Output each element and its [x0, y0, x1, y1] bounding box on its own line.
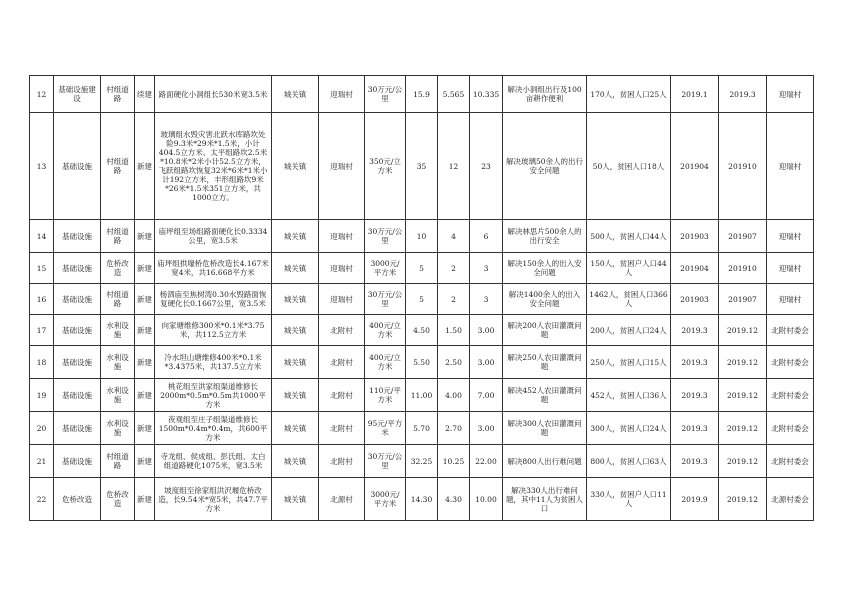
beneficiary-cell: 1462人，贫困人口366人: [587, 284, 671, 315]
beneficiary-cell: 300人，贫困人口24人: [587, 412, 671, 445]
project-subcategory: 危桥改造: [101, 478, 135, 521]
responsible-unit-cell: 北附村委会: [767, 379, 814, 412]
unit-price-cell: 30万元/公里: [365, 284, 406, 315]
construction-type: 新建: [135, 220, 155, 253]
end-date-cell: 2019.12: [719, 315, 767, 346]
benefit-description-cell: 解决小洞组出行及100亩耕作便利: [503, 76, 587, 113]
total-investment-cell: 14.30: [406, 478, 438, 521]
fund-source-1-cell: 1.50: [438, 315, 470, 346]
project-category: 基础设施: [54, 346, 101, 379]
project-category: 基础设施: [54, 284, 101, 315]
project-category: 基础设施: [54, 113, 101, 220]
village-cell: 迎瑞村: [319, 113, 365, 220]
project-description: 夜观组至庄子组渠道维修长1500m*0.4m*0.4m，共600平方米: [155, 412, 272, 445]
end-date-cell: 201907: [719, 220, 767, 253]
fund-source-1-cell: 10.25: [438, 445, 470, 478]
project-category: 基础设施: [54, 315, 101, 346]
project-category: 基础设施建设: [54, 76, 101, 113]
end-date-cell: 201910: [719, 113, 767, 220]
unit-price-cell: 30万元/公里: [365, 220, 406, 253]
village-cell: 迎瑞村: [319, 76, 365, 113]
fund-source-2-cell: 3.00: [470, 412, 503, 445]
total-investment-cell: 5: [406, 253, 438, 284]
project-subcategory: 水利设施: [101, 412, 135, 445]
beneficiary-cell: 150人，贫困户人口44人: [587, 253, 671, 284]
benefit-description-cell: 解决452人农田灌溉问题: [503, 379, 587, 412]
beneficiary-cell: 50人，贫困人口18人: [587, 113, 671, 220]
end-date-cell: 2019.12: [719, 379, 767, 412]
town-cell: 城关镇: [272, 412, 319, 445]
total-investment-cell: 10: [406, 220, 438, 253]
row-number: 17: [30, 315, 54, 346]
unit-price-cell: 110元/平方米: [365, 379, 406, 412]
town-cell: 城关镇: [272, 346, 319, 379]
town-cell: 城关镇: [272, 445, 319, 478]
start-date-cell: 2019.3: [671, 379, 719, 412]
total-investment-cell: 15.9: [406, 76, 438, 113]
fund-source-2-cell: 23: [470, 113, 503, 220]
responsible-unit-cell: 迎瑞村: [767, 76, 814, 113]
fund-source-2-cell: 22.00: [470, 445, 503, 478]
fund-source-1-cell: 4.00: [438, 379, 470, 412]
town-cell: 城关镇: [272, 76, 319, 113]
start-date-cell: 201903: [671, 220, 719, 253]
project-description: 桃花组至洪家组渠道维修长2000m*0.5m*0.5m共1000平方米: [155, 379, 272, 412]
fund-source-1-cell: 2: [438, 284, 470, 315]
village-cell: 北附村: [319, 412, 365, 445]
benefit-description-cell: 解决200人农田灌溉问题: [503, 315, 587, 346]
row-number: 15: [30, 253, 54, 284]
project-subcategory: 村组道路: [101, 445, 135, 478]
project-subcategory: 村组道路: [101, 113, 135, 220]
construction-type: 新建: [135, 412, 155, 445]
table-row: [30, 253, 814, 284]
end-date-cell: 2019.12: [719, 478, 767, 521]
fund-source-2-cell: 10.335: [470, 76, 503, 113]
end-date-cell: 2019.12: [719, 412, 767, 445]
table-row: [30, 113, 814, 220]
town-cell: 城关镇: [272, 315, 319, 346]
end-date-cell: 201907: [719, 284, 767, 315]
benefit-description-cell: 解决250人农田灌溉问题: [503, 346, 587, 379]
start-date-cell: 2019.9: [671, 478, 719, 521]
row-number: 12: [30, 76, 54, 113]
responsible-unit-cell: 迎瑞村: [767, 113, 814, 220]
construction-type: 新建: [135, 445, 155, 478]
start-date-cell: 201903: [671, 284, 719, 315]
start-date-cell: 2019.3: [671, 315, 719, 346]
row-number: 20: [30, 412, 54, 445]
fund-source-1-cell: 4.30: [438, 478, 470, 521]
fund-source-2-cell: 3: [470, 284, 503, 315]
project-category: 危桥改造: [54, 478, 101, 521]
project-subcategory: 水利设施: [101, 346, 135, 379]
row-number: 18: [30, 346, 54, 379]
beneficiary-cell: 800人，贫困人口63人: [587, 445, 671, 478]
village-cell: 北附村: [319, 346, 365, 379]
benefit-description-cell: 解决150余人的出入安全问题: [503, 253, 587, 284]
start-date-cell: 2019.3: [671, 346, 719, 379]
project-category: 基础设施: [54, 412, 101, 445]
fund-source-1-cell: 4: [438, 220, 470, 253]
fund-source-1-cell: 2: [438, 253, 470, 284]
end-date-cell: 2019.12: [719, 445, 767, 478]
town-cell: 城关镇: [272, 478, 319, 521]
benefit-description-cell: 解决1400余人的出入安全问题: [503, 284, 587, 315]
table-row: [30, 76, 814, 113]
table-row: [30, 478, 814, 521]
start-date-cell: 2019.1: [671, 76, 719, 113]
fund-source-1-cell: 12: [438, 113, 470, 220]
row-number: 19: [30, 379, 54, 412]
construction-type: 新建: [135, 315, 155, 346]
benefit-description-cell: 解决800人出行难问题: [503, 445, 587, 478]
project-description: 杨泗庙至焦树湾0.30水毁路面恢复硬化长0.1667公里，宽3.5米: [155, 284, 272, 315]
fund-source-1-cell: 2.50: [438, 346, 470, 379]
beneficiary-cell: 452人，贫困人口36人: [587, 379, 671, 412]
project-subcategory: 村组道路: [101, 284, 135, 315]
end-date-cell: 201910: [719, 253, 767, 284]
town-cell: 城关镇: [272, 113, 319, 220]
project-subcategory: 村组道路: [101, 76, 135, 113]
table-row: [30, 315, 814, 346]
total-investment-cell: 4.50: [406, 315, 438, 346]
table-row: [30, 220, 814, 253]
town-cell: 城关镇: [272, 253, 319, 284]
total-investment-cell: 5.70: [406, 412, 438, 445]
table-row: [30, 412, 814, 445]
responsible-unit-cell: 北附村委会: [767, 445, 814, 478]
town-cell: 城关镇: [272, 284, 319, 315]
row-number: 14: [30, 220, 54, 253]
table-row: [30, 379, 814, 412]
table-row: [30, 284, 814, 315]
construction-type: 新建: [135, 113, 155, 220]
unit-price-cell: 95元/平方米: [365, 412, 406, 445]
construction-type: 续建: [135, 76, 155, 113]
table-body: [30, 76, 814, 521]
total-investment-cell: 35: [406, 113, 438, 220]
fund-source-2-cell: 6: [470, 220, 503, 253]
village-cell: 迎瑞村: [319, 253, 365, 284]
table-row: [30, 346, 814, 379]
beneficiary-cell: 200人，贫困人口24人: [587, 315, 671, 346]
fund-source-2-cell: 3.00: [470, 346, 503, 379]
village-cell: 迎瑞村: [319, 220, 365, 253]
village-cell: 北源村: [319, 478, 365, 521]
project-description: 玻璃组水毁灾害北跃水库路坎处险9.3米*29米*1.5米，小计404.5立方米、太平组路坎2.5米*10.8米*2米小计52.5立方米，飞跃组路坎恢复32米*6米*1米小计192立方米，丰形组路坎9米*26米*1.5米351立方米，共1000立方。: [155, 113, 272, 220]
construction-type: 新建: [135, 253, 155, 284]
end-date-cell: 2019.12: [719, 346, 767, 379]
project-category: 基础设施: [54, 220, 101, 253]
project-subcategory: 危桥改造: [101, 253, 135, 284]
beneficiary-cell: 330人，贫困户人口11人: [587, 478, 671, 521]
benefit-description-cell: 解决300人农田灌溉问题: [503, 412, 587, 445]
responsible-unit-cell: 迎瑞村: [767, 253, 814, 284]
responsible-unit-cell: 北源村委会: [767, 478, 814, 521]
responsible-unit-cell: 北附村委会: [767, 412, 814, 445]
start-date-cell: 2019.3: [671, 445, 719, 478]
construction-type: 新建: [135, 379, 155, 412]
unit-price-cell: 400元/立方米: [365, 315, 406, 346]
total-investment-cell: 5.50: [406, 346, 438, 379]
project-description: 寺龙组、侯成组、彭氏组、太白组道路硬化1075米，宽3.5米: [155, 445, 272, 478]
row-number: 21: [30, 445, 54, 478]
benefit-description-cell: 解决玻璃50余人的出行安全问题: [503, 113, 587, 220]
project-category: 基础设施: [54, 445, 101, 478]
beneficiary-cell: 500人，贫困人口44人: [587, 220, 671, 253]
fund-source-2-cell: 3: [470, 253, 503, 284]
responsible-unit-cell: 迎瑞村: [767, 220, 814, 253]
project-category: 基础设施: [54, 379, 101, 412]
project-description: 坡度组至徐家组洪沢堰危桥改造，长9.54米*宽5米，共47.7平方米: [155, 478, 272, 521]
project-table: [29, 75, 814, 521]
project-subcategory: 村组道路: [101, 220, 135, 253]
unit-price-cell: 30万元/公里: [365, 76, 406, 113]
town-cell: 城关镇: [272, 379, 319, 412]
construction-type: 新建: [135, 284, 155, 315]
row-number: 22: [30, 478, 54, 521]
village-cell: 迎瑞村: [319, 284, 365, 315]
responsible-unit-cell: 北附村委会: [767, 315, 814, 346]
unit-price-cell: 30万元/公里: [365, 445, 406, 478]
construction-type: 新建: [135, 478, 155, 521]
start-date-cell: 201904: [671, 253, 719, 284]
fund-source-2-cell: 7.00: [470, 379, 503, 412]
project-description: 庙坪组拱壕桥危桥改造长4.167米宽4米，共16.668平方米: [155, 253, 272, 284]
fund-source-2-cell: 3.00: [470, 315, 503, 346]
beneficiary-cell: 250人，贫困人口15人: [587, 346, 671, 379]
responsible-unit-cell: 北附村委会: [767, 346, 814, 379]
village-cell: 北附村: [319, 445, 365, 478]
responsible-unit-cell: 迎瑞村: [767, 284, 814, 315]
unit-price-cell: 400元/立方米: [365, 346, 406, 379]
town-cell: 城关镇: [272, 220, 319, 253]
village-cell: 北附村: [319, 379, 365, 412]
unit-price-cell: 3000元/平方米: [365, 478, 406, 521]
start-date-cell: 2019.3: [671, 412, 719, 445]
construction-type: 新建: [135, 346, 155, 379]
total-investment-cell: 11.00: [406, 379, 438, 412]
project-description: 路面硬化小洞组长530米宽3.5米: [155, 76, 272, 113]
project-description: 庙坪组至场组路面硬化长0.3334公里，宽3.5米: [155, 220, 272, 253]
fund-source-1-cell: 5.565: [438, 76, 470, 113]
fund-source-2-cell: 10.00: [470, 478, 503, 521]
fund-source-1-cell: 2.70: [438, 412, 470, 445]
beneficiary-cell: 170人，贫困人口25人: [587, 76, 671, 113]
end-date-cell: 2019.3: [719, 76, 767, 113]
row-number: 13: [30, 113, 54, 220]
row-number: 16: [30, 284, 54, 315]
unit-price-cell: 350元/立方米: [365, 113, 406, 220]
start-date-cell: 201904: [671, 113, 719, 220]
benefit-description-cell: 解决林思片500余人的出行安全: [503, 220, 587, 253]
project-subcategory: 水利设施: [101, 315, 135, 346]
benefit-description-cell: 解决330人出行难问题，其中11人为贫困人口: [503, 478, 587, 521]
total-investment-cell: 32.25: [406, 445, 438, 478]
total-investment-cell: 5: [406, 284, 438, 315]
project-category: 基础设施: [54, 253, 101, 284]
table-row: [30, 445, 814, 478]
project-description: 向家塘维修300米*0.1米*3.75米，共112.5立方米: [155, 315, 272, 346]
project-subcategory: 水利设施: [101, 379, 135, 412]
project-description: 冷水坦山塘维修400米*0.1米*3.4375米，共137.5立方米: [155, 346, 272, 379]
village-cell: 北附村: [319, 315, 365, 346]
unit-price-cell: 3000元/平方米: [365, 253, 406, 284]
